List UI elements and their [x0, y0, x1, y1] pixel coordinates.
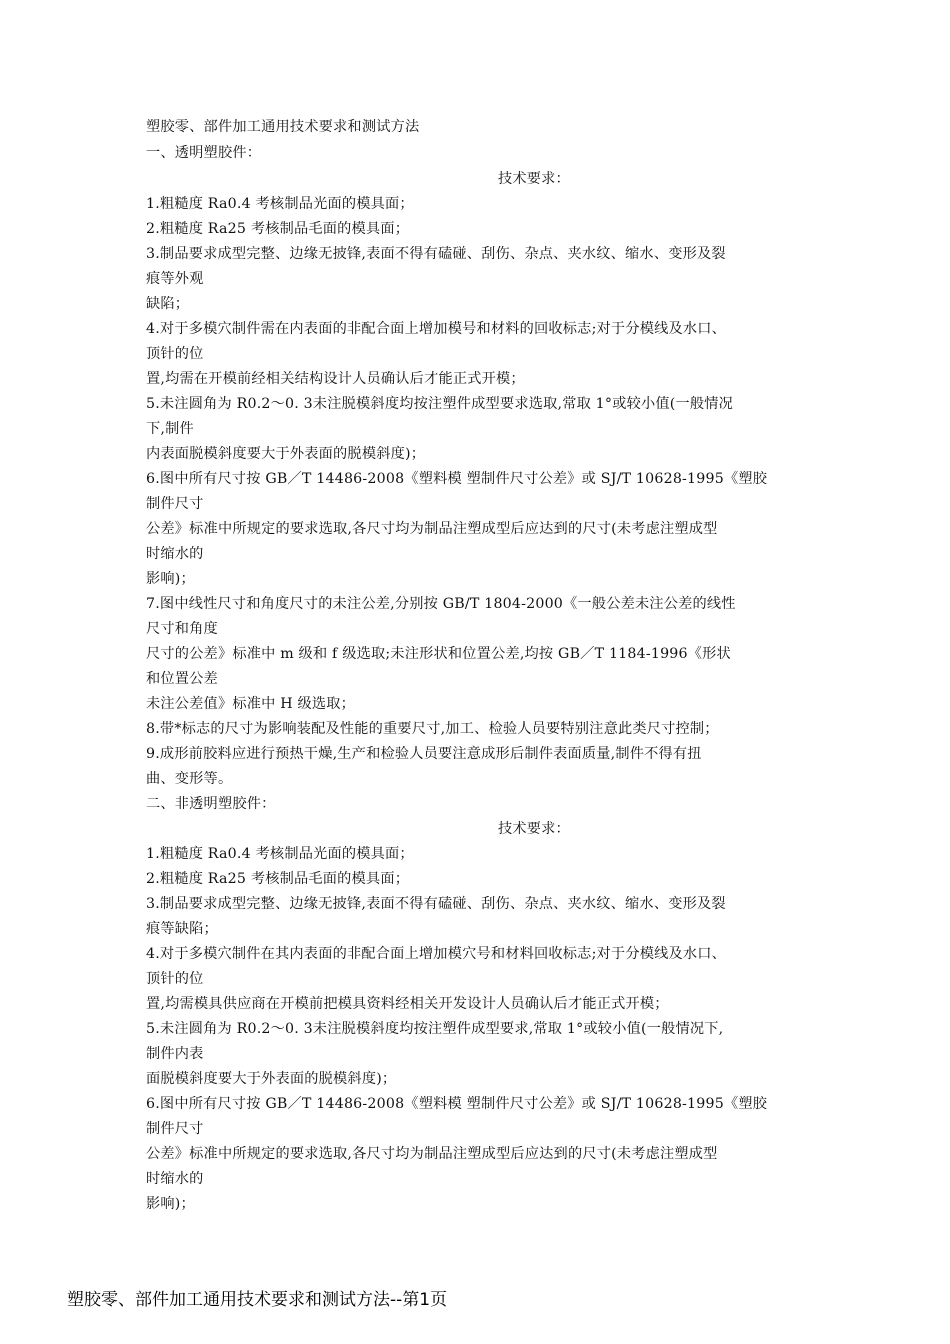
paragraph-line: 置,均需模具供应商在开模前把模具资料经相关开发设计人员确认后才能正式开模；	[146, 996, 669, 1012]
paragraph-line: 4.对于多模穴制件在其内表面的非配合面上增加模穴号和材料回收标志;对于分模线及水口、	[146, 946, 727, 962]
paragraph-line: 未注公差值》标准中 H 级选取；	[146, 696, 356, 712]
paragraph-line: 时缩水的	[146, 1171, 204, 1187]
paragraph-line: 影响)；	[146, 1196, 195, 1212]
page-footer: 塑胶零、部件加工通用技术要求和测试方法--第1页	[67, 1290, 448, 1310]
paragraph-line: 7.图中线性尺寸和角度尺寸的未注公差,分别按 GB/T 1804-2000《一般公差未注公差的线性	[146, 596, 736, 612]
paragraph-line: 1.粗糙度 Ra0.4 考核制品光面的模具面；	[146, 196, 414, 212]
paragraph-line: 制件尺寸	[146, 496, 204, 512]
section2-heading: 二、非透明塑胶件：	[146, 796, 276, 812]
paragraph-line: 顶针的位	[146, 346, 204, 362]
paragraph-line: 6.图中所有尺寸按 GB／T 14486-2008《塑料模 塑制件尺寸公差》或 SJ/T 10628-1995《塑胶	[146, 1096, 768, 1112]
paragraph-line: 内表面脱模斜度要大于外表面的脱模斜度)；	[146, 446, 426, 462]
paragraph-line: 9.成形前胶料应进行预热干燥,生产和检验人员要注意成形后制件表面质量,制件不得有扭	[146, 746, 702, 762]
paragraph-line: 痕等外观	[146, 271, 204, 287]
paragraph-line: 8.带*标志的尺寸为影响装配及性能的重要尺寸,加工、检验人员要特别注意此类尺寸控制；	[146, 721, 719, 737]
paragraph-line: 5.未注圆角为 R0.2～0. 3未注脱模斜度均按注塑件成型要求选取,常取 1°或较小值(一般情况	[146, 396, 734, 412]
paragraph-line: 公差》标准中所规定的要求选取,各尺寸均为制品注塑成型后应达到的尺寸(未考虑注塑成型	[146, 1146, 718, 1162]
document-title: 塑胶零、部件加工通用技术要求和测试方法	[146, 119, 420, 135]
paragraph-line: 1.粗糙度 Ra0.4 考核制品光面的模具面；	[146, 846, 414, 862]
paragraph-line: 曲、变形等。	[146, 771, 233, 787]
paragraph-line: 缺陷；	[146, 296, 190, 312]
paragraph-line: 3.制品要求成型完整、边缘无披锋,表面不得有磕碰、刮伤、杂点、夹水纹、缩水、变形及裂	[146, 246, 726, 262]
section1-subheading: 技术要求：	[498, 171, 570, 187]
paragraph-line: 尺寸的公差》标准中 m 级和 f 级选取;未注形状和位置公差,均按 GB／T 1184-1996《形状	[146, 646, 731, 662]
section2-subheading: 技术要求：	[498, 821, 570, 837]
paragraph-line: 3.制品要求成型完整、边缘无披锋,表面不得有磕碰、刮伤、杂点、夹水纹、缩水、变形及裂	[146, 896, 726, 912]
paragraph-line: 面脱模斜度要大于外表面的脱模斜度)；	[146, 1071, 397, 1087]
paragraph-line: 制件尺寸	[146, 1121, 204, 1137]
paragraph-line: 置,均需在开模前经相关结构设计人员确认后才能正式开模；	[146, 371, 525, 387]
paragraph-line: 公差》标准中所规定的要求选取,各尺寸均为制品注塑成型后应达到的尺寸(未考虑注塑成型	[146, 521, 718, 537]
paragraph-line: 4.对于多模穴制件需在内表面的非配合面上增加模号和材料的回收标志;对于分模线及水口、	[146, 321, 727, 337]
paragraph-line: 6.图中所有尺寸按 GB／T 14486-2008《塑料模 塑制件尺寸公差》或 SJ/T 10628-1995《塑胶	[146, 471, 768, 487]
paragraph-line: 5.未注圆角为 R0.2～0. 3未注脱模斜度均按注塑件成型要求,常取 1°或较小值(一般情况下,	[146, 1021, 724, 1037]
paragraph-line: 制件内表	[146, 1046, 204, 1062]
paragraph-line: 下,制件	[146, 421, 194, 437]
paragraph-line: 和位置公差	[146, 671, 218, 687]
paragraph-line: 顶针的位	[146, 971, 204, 987]
paragraph-line: 尺寸和角度	[146, 621, 218, 637]
section1-heading: 一、透明塑胶件：	[146, 145, 262, 161]
paragraph-line: 影响)；	[146, 571, 195, 587]
paragraph-line: 2.粗糙度 Ra25 考核制品毛面的模具面；	[146, 871, 410, 887]
paragraph-line: 2.粗糙度 Ra25 考核制品毛面的模具面；	[146, 221, 410, 237]
paragraph-line: 时缩水的	[146, 546, 204, 562]
paragraph-line: 痕等缺陷；	[146, 921, 218, 937]
